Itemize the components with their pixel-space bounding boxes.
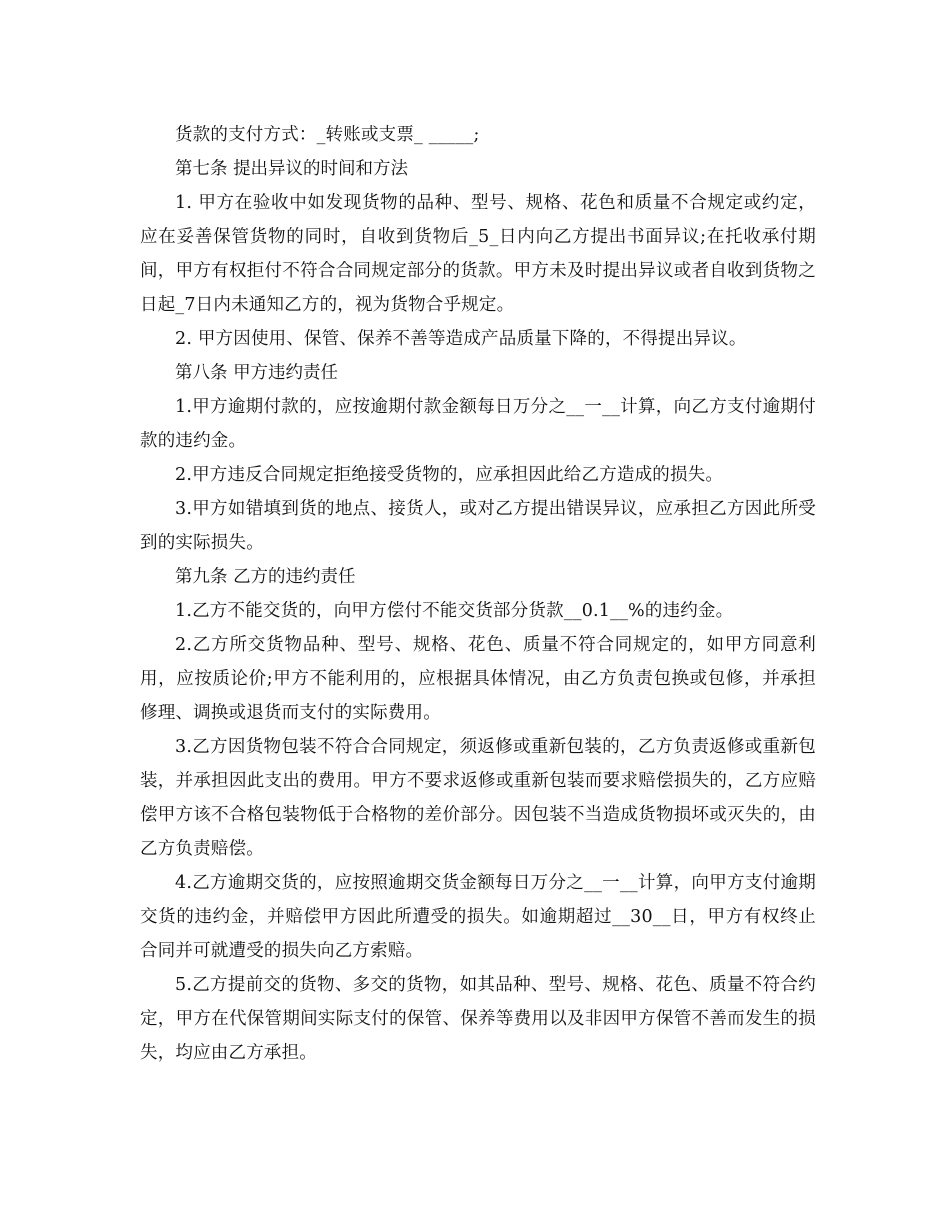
article-7-heading: 第七条 提出异议的时间和方法 [175,159,409,179]
article-9-clause-5: 5.乙方提前交的货物、多交的货物，如其品种、型号、规格、花色、质量不符合约定，甲方在代保管期间实际支付的保管、保养等费用以及非因甲方保管不善而发生的损失，均应由乙方承担。 [140,975,816,1063]
article-7-clause-1: 1. 甲方在验收中如发现货物的品种、型号、规格、花色和质量不合规定或约定，应在妥善保管货物的同时，自收到货物后_5_日内向乙方提出书面异议;在托收承付期间，甲方有权拒付不符合合同规定部分的货款。甲方未及时提出异议或者自收到货物之日起_7日内未通知乙方的，视为货物合乎规定。 [140,193,816,315]
article-7-clause-2: 2. 甲方因使用、保管、保养不善等造成产品质量下降的，不得提出异议。 [175,329,747,349]
article-9-clause-3: 3.乙方因货物包装不符合合同规定，须返修或重新包装的，乙方负责返修或重新包装，并承担因此支出的费用。甲方不要求返修或重新包装而要求赔偿损失的，乙方应赔偿甲方该不合格包装物低于合格物的差价部分。因包装不当造成货物损坏或灭失的，由乙方负责赔偿。 [140,737,816,859]
article-9-heading: 第九条 乙方的违约责任 [175,567,356,587]
payment-method-line: 货款的支付方式：_转账或支票_ _____; [175,125,480,145]
article-9-clause-1: 1.乙方不能交货的，向甲方偿付不能交货部分货款__0.1__%的违约金。 [175,601,734,621]
article-8-clause-1: 1.甲方逾期付款的，应按逾期付款金额每日万分之__一__计算，向乙方支付逾期付款的违约金。 [140,397,816,451]
article-8-heading: 第八条 甲方违约责任 [175,363,339,383]
article-9-clause-4: 4.乙方逾期交货的，应按照逾期交货金额每日万分之__一__计算，向甲方支付逾期交货的违约金，并赔偿甲方因此所遭受的损失。如逾期超过__30__日，甲方有权终止合同并可就遭受的损失向乙方索赔。 [140,873,816,961]
document-body [140,118,816,1070]
article-8-clause-3: 3.甲方如错填到货的地点、接货人，或对乙方提出错误异议，应承担乙方因此所受到的实际损失。 [140,499,816,553]
article-8-clause-2: 2.甲方违反合同规定拒绝接受货物的，应承担因此给乙方造成的损失。 [175,465,724,485]
article-9-clause-2: 2.乙方所交货物品种、型号、规格、花色、质量不符合同规定的，如甲方同意利用，应按质论价;甲方不能利用的，应根据具体情况，由乙方负责包换或包修，并承担修理、调换或退货而支付的实际费用。 [140,635,816,723]
